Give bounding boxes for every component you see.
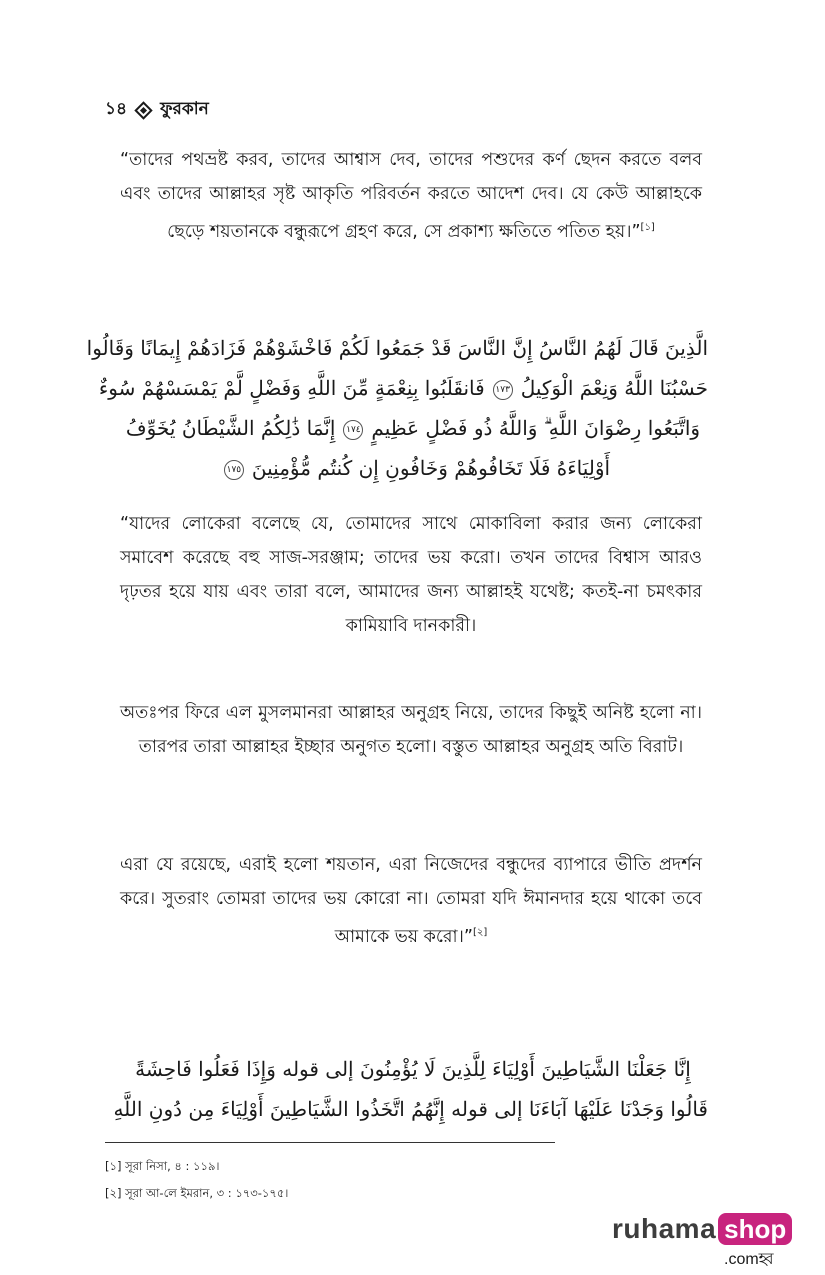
book-title: ফুরকান <box>160 99 209 119</box>
arabic-line: وَاتَّبَعُوا رِضْوَانَ اللَّهِ ۗ وَاللَّهُ ذُو فَضْلٍ عَظِيمٍ١٧٤إِنَّمَا ذَٰلِكُمُ الشَّيْطَانُ يُخَوِّفُ <box>125 416 701 440</box>
arabic-line: إِنَّا جَعَلْنَا الشَّيَاطِينَ أَوْلِيَاءَ لِلَّذِينَ لَا يُؤْمِنُونَ إلى قوله وَإِذَا فَعَلُوا فَاحِشَةً <box>135 1057 691 1081</box>
arabic-line: حَسْبُنَا اللَّهُ وَنِعْمَ الْوَكِيلُ١٧٣فَانقَلَبُوا بِنِعْمَةٍ مِّنَ اللَّهِ وَفَضْلٍ لَّمْ يَمْسَسْهُمْ سُوءٌ <box>98 376 708 400</box>
paragraph-4: এরা যে রয়েছে, এরাই হলো শয়তান, এরা নিজেদের বন্ধুদের ব্যাপারে ভীতি প্রদর্শন করে। সুতরাং তোমরা তাদের ভয় কোরো না। তোমরা যদি ঈমানদার হয়ে থাকো তবে আমাকে ভয় করো।”[২] <box>120 855 702 947</box>
page-header <box>105 96 209 124</box>
ruhamashop-logo[interactable]: ruhama shop <box>612 1213 792 1245</box>
arabic-line: قَالُوا وَجَدْنَا عَلَيْهَا آبَاءَنَا إلى قوله إِنَّهُمُ اتَّخَذُوا الشَّيَاطِينَ أَوْلِيَاءَ مِن دُونِ اللَّهِ <box>113 1097 708 1121</box>
footnote-divider <box>105 1142 555 1143</box>
ayah-number-icon: ١٧٤ <box>343 420 363 440</box>
quote-paragraph-1: “তাদের পথভ্রষ্ট করব, তাদের আশ্বাস দেব, তাদের পশুদের কর্ণ ছেদন করতে বলব এবং তাদের আল্লাহর সৃষ্ট আকৃতি পরিবর্তন করতে আদেশ দেব। যে কেউ আল্লাহকে ছেড়ে শয়তানকে বন্ধুরূপে গ্রহণ করে, সে প্রকাশ্য ক্ষতিতে পতিত হয়।”[১] <box>120 150 702 242</box>
arabic-verse-block-1 <box>86 328 708 488</box>
arabic-line: أَوْلِيَاءَهُ فَلَا تَخَافُوهُمْ وَخَافُونِ إِن كُنتُم مُّؤْمِنِينَ١٧٥ <box>118 448 708 488</box>
footnote-ref-1[interactable]: [১] <box>640 222 655 233</box>
ayah-number-icon: ١٧٥ <box>224 460 244 480</box>
page-number: ১৪ <box>105 99 128 119</box>
quote-paragraph-2: “যাদের লোকেরা বলেছে যে, তোমাদের সাথে মোকাবিলা করার জন্য লোকেরা সমাবেশ করেছে বহু সাজ-সরঞ্জাম; তাদের ভয় করো। তখন তাদের বিশ্বাস আরও দৃঢ়তর হয়ে যায় এবং তারা বলে, আমাদের জন্য আল্লাহই যথেষ্ট; কতই-না চমৎকার কামিয়াবি দানকারী। <box>120 514 702 636</box>
ayah-number-icon: ١٧٣ <box>493 380 513 400</box>
footnote-ref-2[interactable]: [২] <box>472 927 488 938</box>
arabic-line: الَّذِينَ قَالَ لَهُمُ النَّاسُ إِنَّ النَّاسَ قَدْ جَمَعُوا لَكُمْ فَاخْشَوْهُمْ فَزَادَهُمْ إِيمَانًا وَقَالُوا <box>86 336 708 360</box>
paragraph-3: অতঃপর ফিরে এল মুসলমানরা আল্লাহর অনুগ্রহ নিয়ে, তাদের কিছুই অনিষ্ট হলো না। তারপর তারা আল্লাহর ইচ্ছার অনুগত হলো। বস্তুত আল্লাহর অনুগ্রহ অতি বিরাট। <box>120 703 702 757</box>
arabic-verse-block-2 <box>113 1049 708 1129</box>
footnote-1: [১] সূরা নিসা, ৪ : ১১৯। <box>105 1159 220 1173</box>
footnote-2: [২] সূরা আ-লে ইমরান, ৩ : ১৭৩-১৭৫। <box>105 1186 289 1200</box>
logo-suffix: .comহ্ব <box>724 1251 774 1268</box>
diamond-icon <box>134 101 152 119</box>
